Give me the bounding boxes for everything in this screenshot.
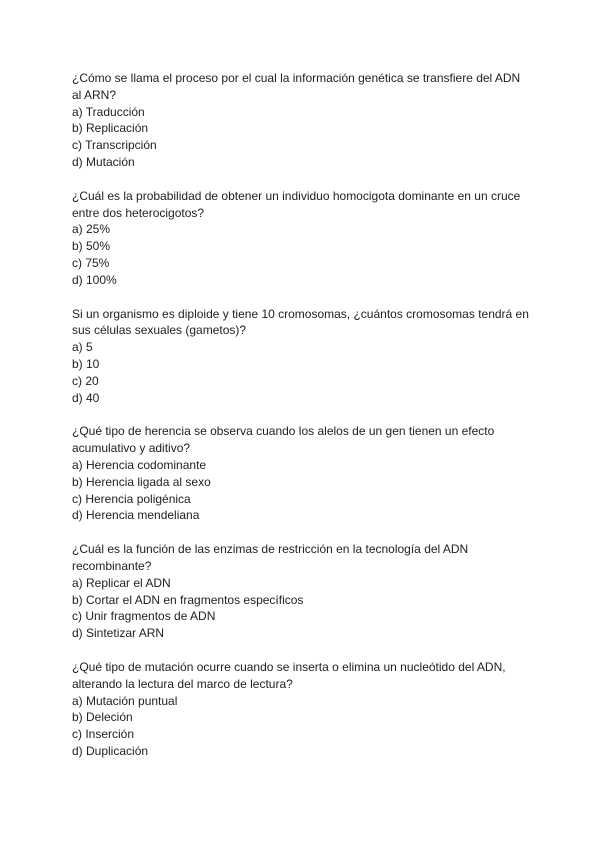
question-1 — [72, 70, 532, 171]
option-d: d) 100% — [72, 272, 117, 287]
option-b: b) Cortar el ADN en fragmentos específicos — [72, 592, 304, 607]
options-list — [72, 575, 532, 642]
option-a: a) Mutación puntual — [72, 693, 178, 708]
question-text: ¿Cómo se llama el proceso por el cual la información genética se transfiere del ADN al ARN? — [72, 71, 521, 102]
options-list — [72, 457, 532, 524]
question-text: ¿Qué tipo de herencia se observa cuando los alelos de un gen tienen un efecto acumulativo y aditivo? — [72, 424, 495, 456]
option-c: c) 75% — [72, 255, 110, 270]
options-list — [72, 104, 532, 171]
option-a: a) Herencia codominante — [72, 457, 207, 472]
question-text: ¿Cuál es la función de las enzimas de restricción en la tecnología del ADN recombinante? — [72, 542, 469, 573]
option-d: d) Herencia mendeliana — [72, 508, 200, 523]
question-4 — [72, 423, 532, 524]
option-d: d) 40 — [72, 390, 100, 405]
question-2 — [72, 188, 532, 289]
options-list — [72, 339, 532, 406]
option-b: b) 50% — [72, 239, 111, 254]
option-c: c) Unir fragmentos de ADN — [72, 609, 216, 624]
document-page — [72, 70, 532, 777]
option-c: c) Inserción — [72, 727, 135, 742]
option-c: c) Transcripción — [72, 138, 157, 153]
option-d: d) Sintetizar ARN — [72, 626, 165, 641]
option-a: a) Replicar el ADN — [72, 575, 171, 590]
option-b: b) Deleción — [72, 710, 133, 725]
question-5 — [72, 541, 532, 642]
option-b: b) 10 — [72, 356, 100, 371]
option-a: a) 25% — [72, 222, 111, 237]
question-text: ¿Cuál es la probabilidad de obtener un individuo homocigota dominante en un cruce entre dos heterocigotos? — [72, 188, 521, 220]
option-d: d) Duplicación — [72, 743, 149, 758]
question-text: ¿Qué tipo de mutación ocurre cuando se inserta o elimina un nucleótido del ADN, alterando la lectura del marco de lectura? — [72, 659, 506, 691]
question-3 — [72, 306, 532, 407]
options-list — [72, 221, 532, 288]
option-b: b) Replicación — [72, 121, 149, 136]
question-text: Si un organismo es diploide y tiene 10 cromosomas, ¿cuántos cromosomas tendrá en sus células sexuales (gametos)? — [72, 306, 529, 338]
option-d: d) Mutación — [72, 154, 135, 169]
question-6 — [72, 659, 532, 760]
option-b: b) Herencia ligada al sexo — [72, 474, 211, 489]
option-c: c) 20 — [72, 373, 99, 388]
option-c: c) Herencia poligénica — [72, 491, 191, 506]
options-list — [72, 693, 532, 760]
option-a: a) Traducción — [72, 104, 145, 119]
option-a: a) 5 — [72, 340, 93, 355]
